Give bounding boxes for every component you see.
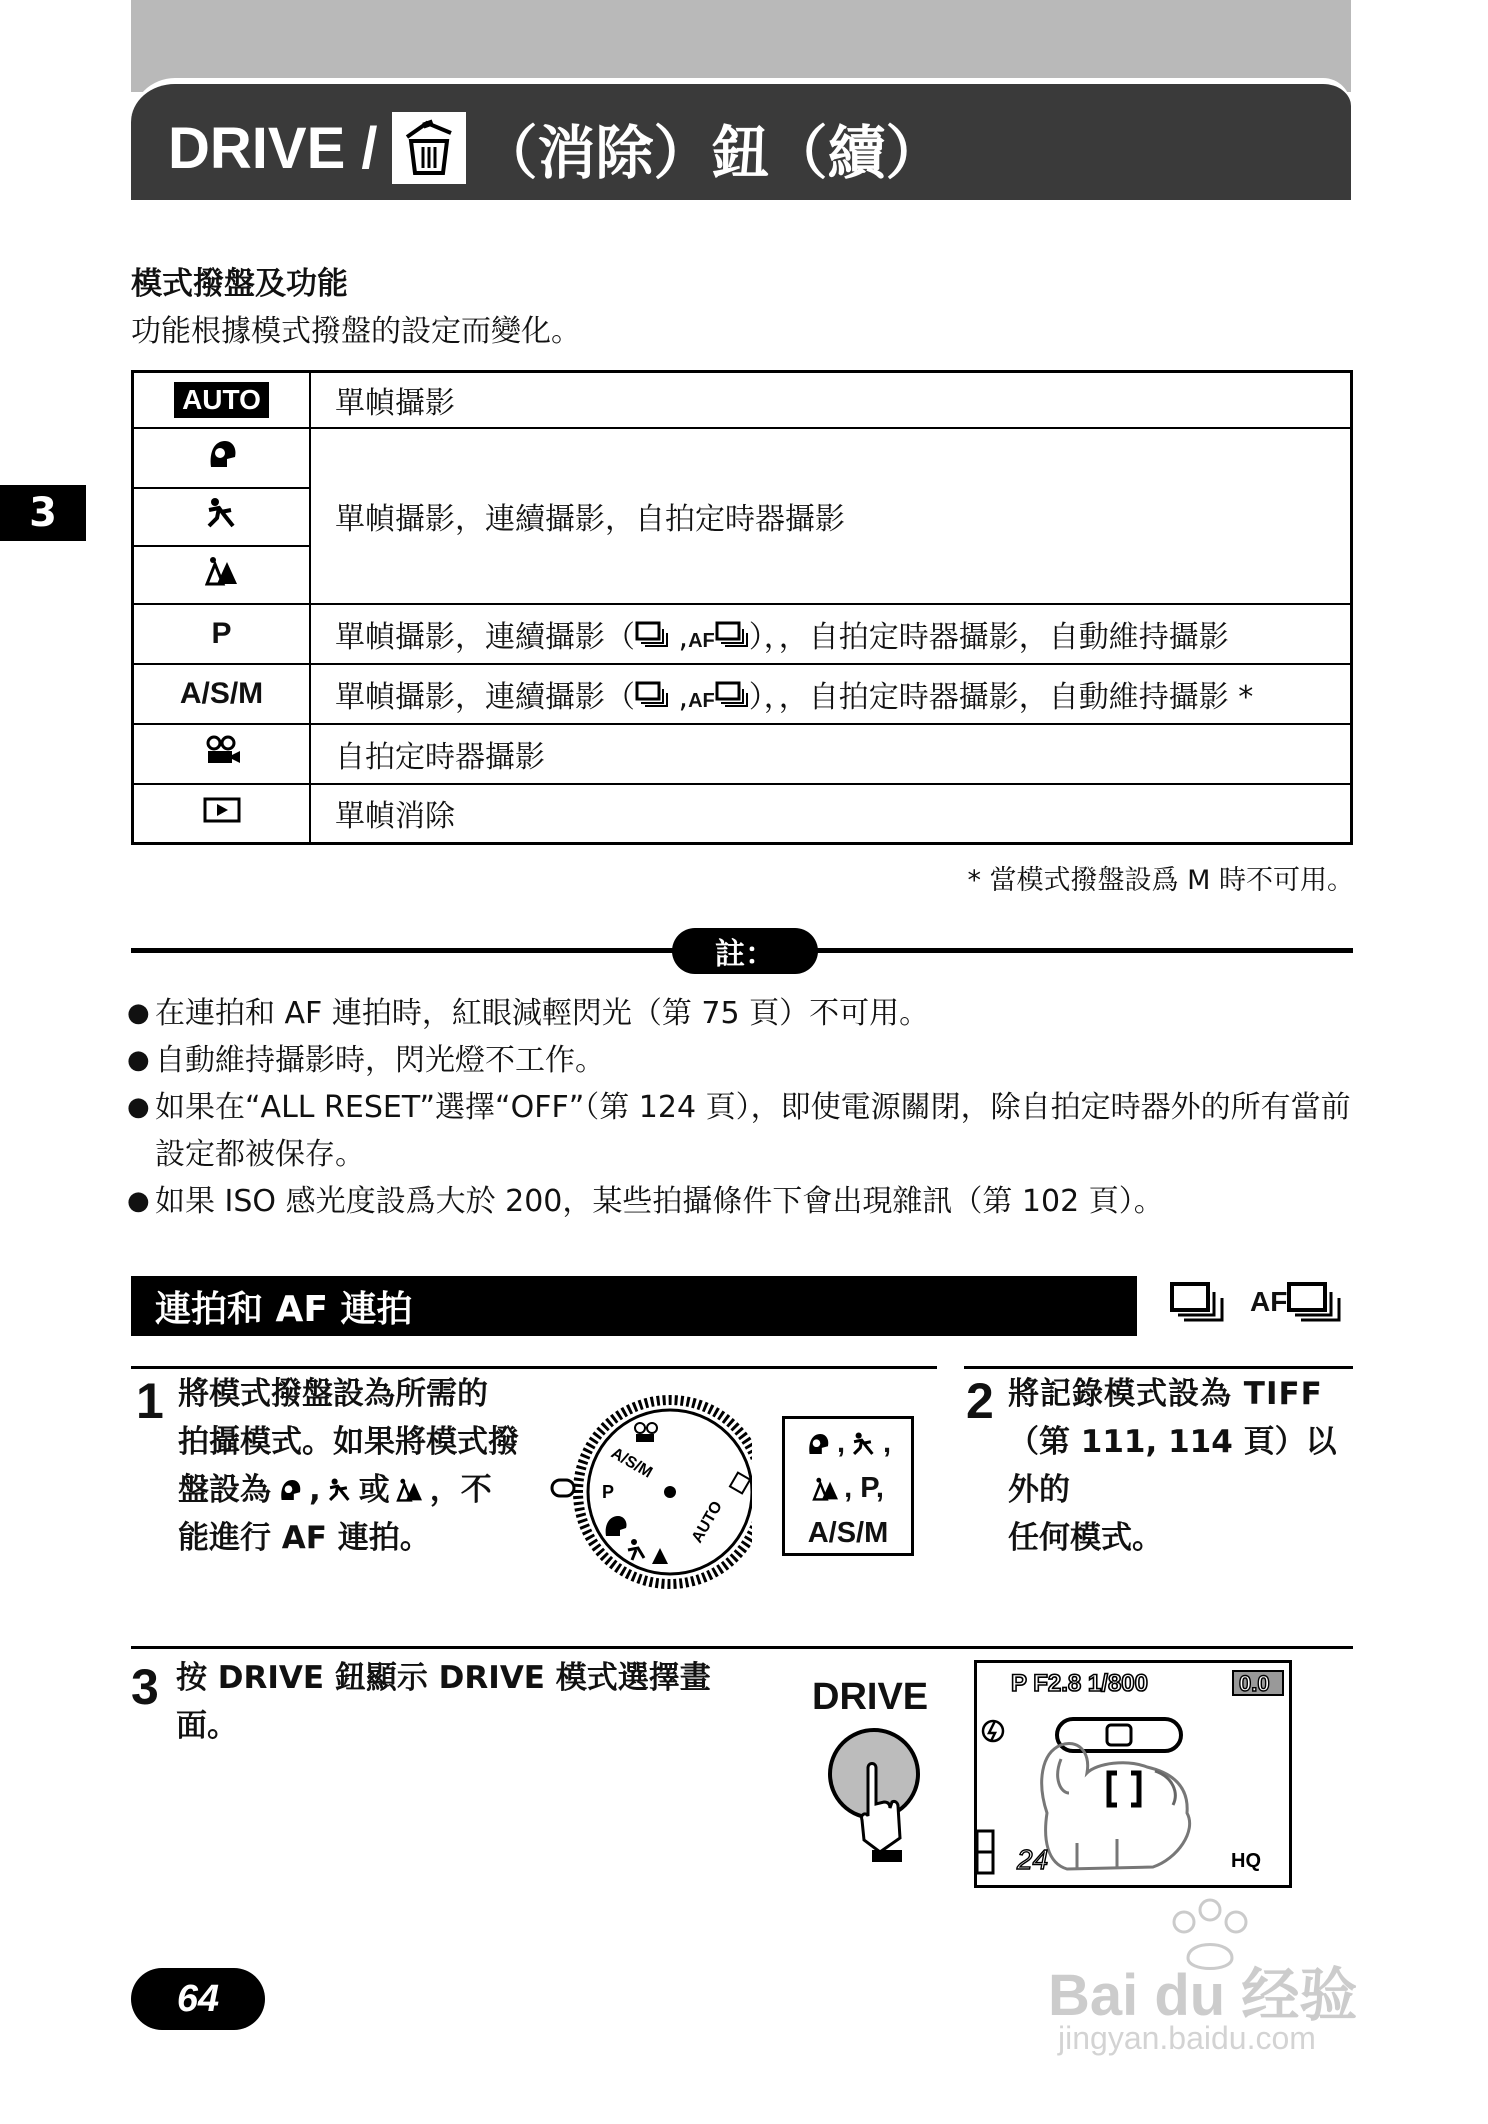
continuous-mode-icons: AF [1170, 1282, 1343, 1322]
lcd-exposure-readout: P F2.8 1/800 [1011, 1670, 1148, 1697]
step-divider [131, 1366, 937, 1369]
p-mode-label: P [211, 617, 232, 650]
table-cell: 單幀攝影，連續攝影（ ,AF ），，自拍定時器攝影，自動維持攝影 * [310, 664, 1352, 724]
step-3-text: 按 DRIVE 鈕顯示 DRIVE 模式選擇畫 面。 [176, 1660, 711, 1744]
auto-mode-label: AUTO [174, 382, 269, 418]
table-cell: 單幀攝影，連續攝影，自拍定時器攝影 [310, 428, 1352, 604]
lcd-screen [974, 1660, 1292, 1888]
portrait-icon [805, 1431, 831, 1457]
lcd-frames-remaining: 24 [1017, 1844, 1049, 1875]
continuous-shooting-icon [635, 681, 669, 707]
watermark-url: jingyan.baidu.com [1058, 2020, 1316, 2056]
list-item: ● 自動維持攝影時，閃光燈不工作。 [127, 1043, 605, 1078]
step-2-text: 將記錄模式設為 TIFF （第 111, 114 頁）以外的 任何模式。 [1008, 1376, 1337, 1556]
step-1-text: 將模式撥盤設為所需的 拍攝模式。如果將模式撥 盤設為 , 或 ，不 能進行 AF 連拍。 [178, 1376, 519, 1556]
table-row [133, 724, 1352, 784]
lcd-exposure-value: 0.0 [1239, 1671, 1270, 1696]
step-3-number: 3 [131, 1659, 159, 1715]
step-2-number: 2 [966, 1373, 994, 1429]
dial-label-asm: A/S/M [608, 1444, 655, 1482]
table-footnote: * 當模式撥盤設爲 M 時不可用。 [967, 865, 1354, 896]
title-prefix: DRIVE / [168, 115, 378, 181]
drive-button-label: DRIVE [812, 1676, 929, 1718]
dial-indicator [552, 1480, 574, 1496]
sport-icon [851, 1431, 877, 1457]
af-target-brackets [1109, 1773, 1139, 1805]
continuous-shooting-icon [635, 621, 669, 647]
flash-icon [983, 1721, 1003, 1741]
sport-icon [205, 496, 239, 530]
notes-list [127, 990, 1357, 1225]
af-continuous-shooting-icon [715, 681, 749, 707]
dial-label-auto: AUTO [688, 1498, 726, 1546]
landscape-icon [812, 1477, 840, 1501]
list-item: ● 如果 ISO 感光度設爲大於 200，某些拍攝條件下會出現雜訊（第 102 頁）。 [127, 1184, 1164, 1219]
list-item: ● 在連拍和 AF 連拍時，紅眼減輕閃光（第 75 頁）不可用。 [127, 996, 930, 1031]
continuous-shooting-icon [1170, 1282, 1226, 1322]
landscape-icon [396, 1478, 424, 1502]
notes-title: 註： [672, 928, 818, 974]
table-cell: 單幀攝影，連續攝影（ ,AF ），，自拍定時器攝影，自動維持攝影 [310, 604, 1352, 664]
table-row [133, 604, 1352, 664]
table-row [133, 664, 1352, 724]
asm-mode-label: A/S/M [179, 677, 264, 710]
portrait-icon [205, 437, 239, 471]
title-suffix: （消除）鈕（續） [479, 121, 944, 186]
playback-icon [203, 797, 241, 823]
trash-icon [392, 112, 466, 184]
single-frame-icon [1107, 1725, 1131, 1745]
step-1-number: 1 [136, 1373, 164, 1429]
mode-dial [548, 1394, 752, 1590]
step-divider [964, 1366, 1353, 1369]
section-description: 功能根據模式撥盤的設定而變化。 [131, 314, 581, 349]
table-cell: 單幀攝影 [310, 372, 1352, 428]
landscape-icon [205, 556, 239, 586]
valid-modes-box: , , , P, A/S/M [782, 1416, 914, 1556]
table-row [133, 372, 1352, 428]
table-cell: 自拍定時器攝影 [310, 724, 1352, 784]
drive-button [826, 1728, 926, 1868]
af-continuous-shooting-icon [1287, 1282, 1343, 1322]
page-number: 64 [131, 1968, 265, 2030]
page-title [168, 100, 944, 196]
table-row [133, 784, 1352, 844]
table-cell: 單幀消除 [310, 784, 1352, 844]
mode-function-table [131, 370, 1353, 845]
movie-icon [202, 735, 242, 765]
portrait-icon [277, 1477, 303, 1503]
step-divider [131, 1646, 1353, 1649]
list-item: ● 如果在“ALL RESET”選擇“OFF”（第 124 頁），即使電源關閉，除自拍定時器外的所有當前設定都被保存。 [127, 1090, 1351, 1172]
watermark-brand: Bai du 经验 [1048, 1963, 1358, 2028]
af-continuous-shooting-icon [715, 621, 749, 647]
sport-icon [327, 1477, 353, 1503]
lcd-quality: HQ [1231, 1850, 1261, 1872]
dial-label-p: P [602, 1482, 615, 1502]
continuous-section-title: 連拍和 AF 連拍 [131, 1276, 1137, 1336]
table-row [133, 428, 1352, 488]
chapter-tab: 3 [0, 485, 86, 541]
section-heading: 模式撥盤及功能 [131, 266, 348, 302]
